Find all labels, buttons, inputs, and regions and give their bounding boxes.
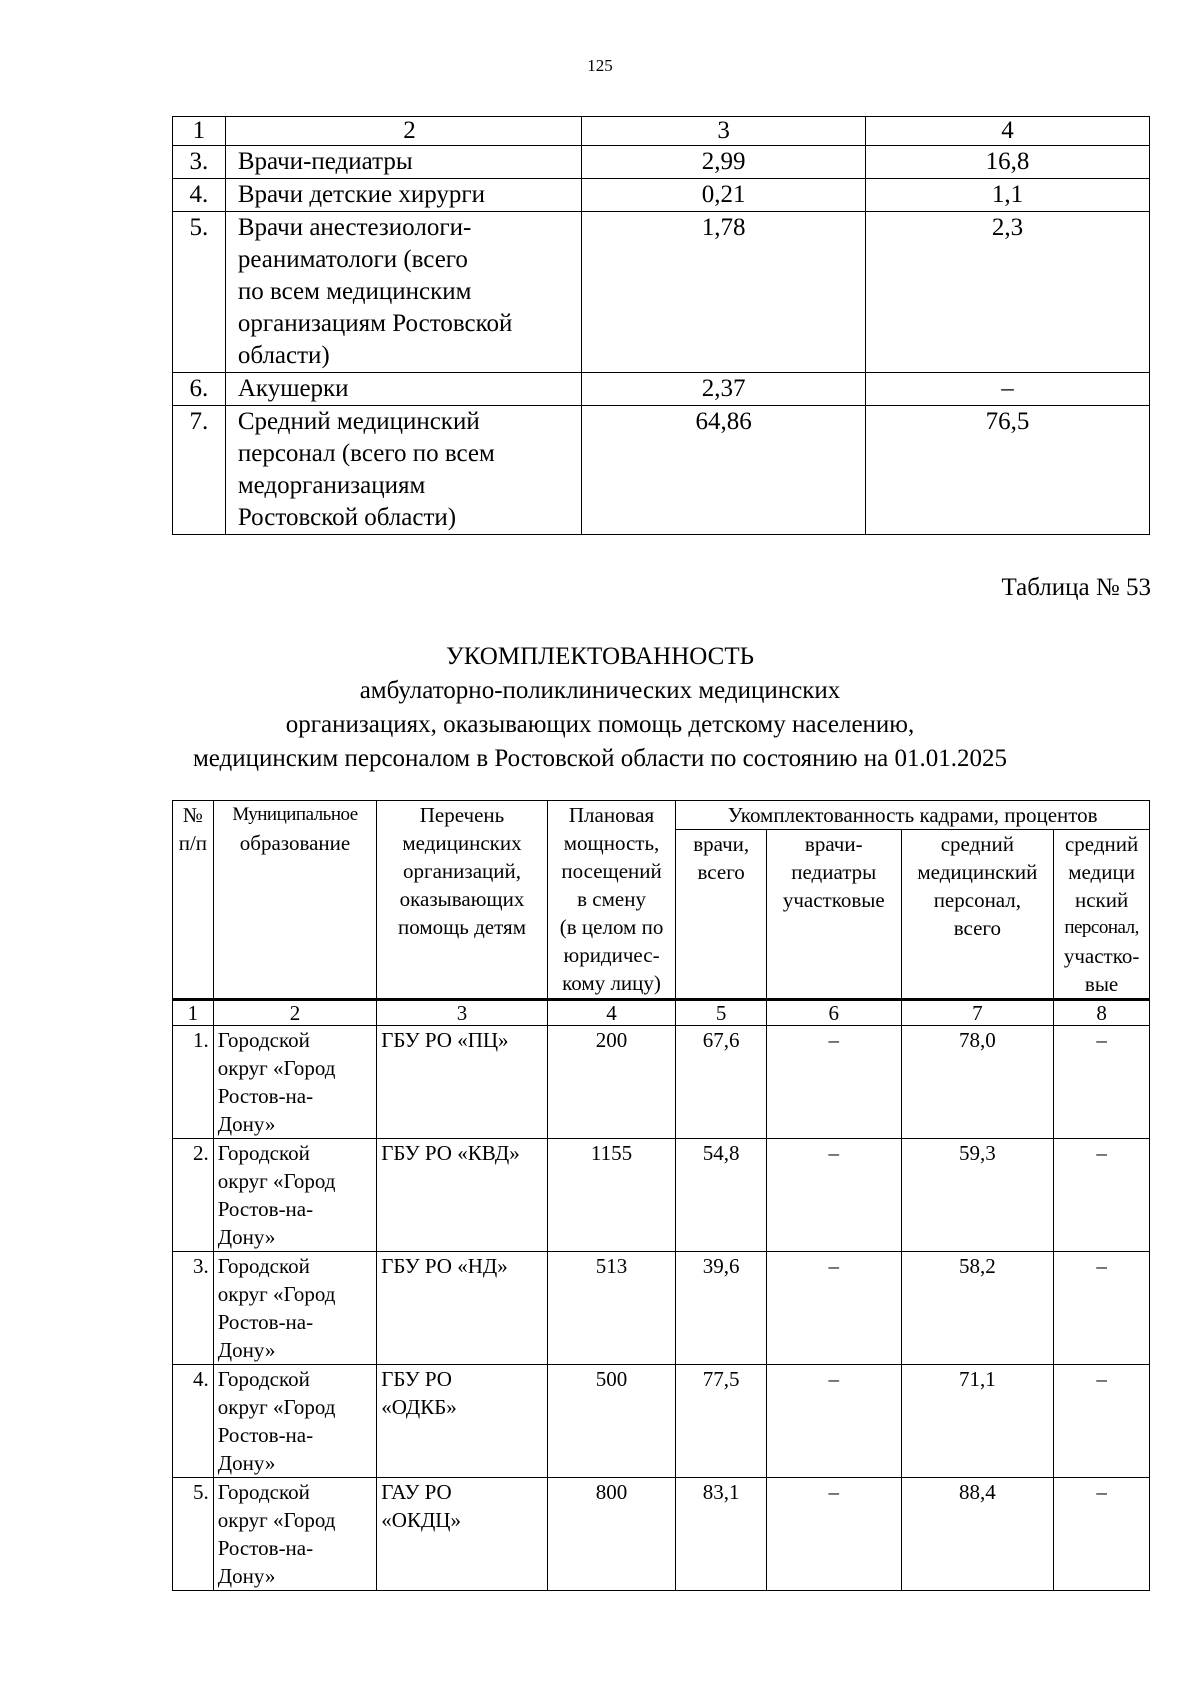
header-municipality bbox=[213, 801, 377, 1000]
header-text: медици bbox=[1068, 860, 1135, 884]
cell-line: персонал (всего по всем bbox=[237, 440, 495, 467]
cell-line: округ «Город bbox=[217, 1508, 336, 1532]
cell-line: Ростов-на- bbox=[217, 1310, 314, 1334]
cell-line: Дону» bbox=[217, 1338, 276, 1362]
header-text: № bbox=[182, 803, 203, 827]
organization bbox=[377, 1139, 547, 1252]
table-row bbox=[173, 1026, 1150, 1139]
value-col4: 1,1 bbox=[866, 179, 1150, 212]
cell-line: Городской bbox=[217, 1367, 310, 1391]
cell-line: Дону» bbox=[217, 1225, 276, 1249]
column-number: 8 bbox=[1054, 1000, 1150, 1026]
value-col3: 2,37 bbox=[582, 373, 866, 406]
cell-line: округ «Город bbox=[217, 1282, 336, 1306]
pediatricians-percent: – bbox=[766, 1365, 901, 1478]
pediatricians-percent: – bbox=[766, 1478, 901, 1591]
header-text: (в целом по bbox=[559, 915, 664, 939]
column-number: 4 bbox=[866, 117, 1150, 146]
cell-line: Средний медицинский bbox=[237, 408, 480, 435]
header-text: средний bbox=[940, 832, 1014, 856]
header-text: вые bbox=[1084, 972, 1119, 996]
doctors-percent: 77,5 bbox=[676, 1365, 767, 1478]
mid-staff-total-percent: 88,4 bbox=[901, 1478, 1054, 1591]
header-text: организаций, bbox=[403, 859, 521, 883]
cell-line: Городской bbox=[217, 1028, 310, 1052]
planned-capacity: 1155 bbox=[547, 1139, 676, 1252]
cell-line: Ростов-на- bbox=[217, 1197, 314, 1221]
cell-line: «ОДКБ» bbox=[381, 1395, 457, 1419]
organization bbox=[377, 1026, 547, 1139]
column-number: 3 bbox=[377, 1000, 547, 1026]
row-number: 4. bbox=[173, 179, 226, 212]
column-number: 7 bbox=[901, 1000, 1054, 1026]
header-text: помощь детям bbox=[398, 915, 526, 939]
doctors-percent: 83,1 bbox=[676, 1478, 767, 1591]
mid-staff-district-percent: – bbox=[1054, 1252, 1150, 1365]
row-number: 4. bbox=[173, 1365, 214, 1478]
pediatricians-percent: – bbox=[766, 1252, 901, 1365]
organization bbox=[377, 1252, 547, 1365]
header-text: участковые bbox=[782, 888, 885, 912]
table-caption: Таблица № 53 bbox=[1001, 574, 1151, 601]
header-text: персонал, bbox=[1064, 917, 1139, 938]
header-orgs bbox=[377, 801, 547, 1000]
value-col4: 16,8 bbox=[866, 146, 1150, 179]
table-title: УКОМПЛЕКТОВАННОСТЬ bbox=[446, 643, 754, 670]
doctors-percent: 67,6 bbox=[676, 1026, 767, 1139]
header-staffing-group: Укомплектованность кадрами, процентов bbox=[676, 801, 1150, 830]
mid-staff-district-percent: – bbox=[1054, 1026, 1150, 1139]
staffing-table-53 bbox=[172, 800, 1150, 1591]
header-text: кому лицу) bbox=[562, 971, 661, 995]
cell-line: медорганизациям bbox=[237, 472, 426, 499]
row-number: 5. bbox=[173, 1478, 214, 1591]
header-text: в смену bbox=[577, 887, 646, 911]
cell-line: округ «Город bbox=[217, 1056, 336, 1080]
municipality bbox=[213, 1139, 377, 1252]
staff-category bbox=[225, 179, 581, 212]
staff-category bbox=[225, 212, 581, 373]
planned-capacity: 513 bbox=[547, 1252, 676, 1365]
value-col4: – bbox=[866, 373, 1150, 406]
mid-staff-total-percent: 58,2 bbox=[901, 1252, 1054, 1365]
table-row bbox=[173, 146, 1150, 179]
value-col3: 0,21 bbox=[582, 179, 866, 212]
doctors-percent: 54,8 bbox=[676, 1139, 767, 1252]
header-text: всего bbox=[697, 860, 745, 884]
cell-line: «ОКДЦ» bbox=[381, 1508, 461, 1532]
cell-line: Городской bbox=[217, 1141, 310, 1165]
municipality bbox=[213, 1026, 377, 1139]
value-col3: 2,99 bbox=[582, 146, 866, 179]
cell-line: Ростовской области) bbox=[237, 504, 457, 531]
cell-line: Ростов-на- bbox=[217, 1084, 314, 1108]
header-text: нский bbox=[1074, 888, 1129, 912]
header-mid-total bbox=[901, 830, 1054, 1000]
doctors-percent: 39,6 bbox=[676, 1252, 767, 1365]
header-text: оказывающих bbox=[399, 887, 525, 911]
mid-staff-total-percent: 71,1 bbox=[901, 1365, 1054, 1478]
cell-line: реаниматологи (всего bbox=[237, 246, 468, 273]
table-header-row bbox=[173, 801, 1150, 830]
header-text: образование bbox=[239, 831, 351, 855]
header-text: медицинских bbox=[402, 831, 522, 855]
cell-line: ГАУ РО bbox=[381, 1480, 452, 1504]
municipality bbox=[213, 1365, 377, 1478]
table-subtitle-line-3: медицинским персоналом в Ростовской области по состоянию на 01.01.2025 bbox=[192, 745, 1008, 772]
cell-line: Дону» bbox=[217, 1451, 276, 1475]
cell-line: Акушерки bbox=[237, 375, 349, 402]
cell-line: Врачи анестезиологи- bbox=[237, 214, 472, 241]
planned-capacity: 200 bbox=[547, 1026, 676, 1139]
header-text: Плановая bbox=[568, 803, 655, 827]
table-row bbox=[173, 179, 1150, 212]
column-number: 5 bbox=[676, 1000, 767, 1026]
municipality bbox=[213, 1478, 377, 1591]
column-number: 2 bbox=[213, 1000, 377, 1026]
cell-line: области) bbox=[237, 342, 330, 369]
mid-staff-district-percent: – bbox=[1054, 1139, 1150, 1252]
mid-staff-total-percent: 59,3 bbox=[901, 1139, 1054, 1252]
header-mid-district bbox=[1054, 830, 1150, 1000]
header-text: средний bbox=[1064, 832, 1139, 856]
column-number: 4 bbox=[547, 1000, 676, 1026]
cell-line: Врачи детские хирурги bbox=[237, 181, 486, 208]
cell-line: организациям Ростовской bbox=[237, 310, 513, 337]
mid-staff-district-percent: – bbox=[1054, 1478, 1150, 1591]
header-text: врачи- bbox=[804, 832, 863, 856]
table-row bbox=[173, 1365, 1150, 1478]
row-number: 3. bbox=[173, 146, 226, 179]
value-col4: 76,5 bbox=[866, 406, 1150, 535]
header-doctors bbox=[676, 830, 767, 1000]
staff-category bbox=[225, 373, 581, 406]
table-row bbox=[173, 406, 1150, 535]
header-pediatricians bbox=[766, 830, 901, 1000]
value-col3: 1,78 bbox=[582, 212, 866, 373]
column-numbers-row bbox=[173, 1000, 1150, 1026]
cell-line: ГБУ РО «НД» bbox=[381, 1254, 508, 1278]
row-number: 7. bbox=[173, 406, 226, 535]
row-number: 1. bbox=[173, 1026, 214, 1139]
cell-line: Дону» bbox=[217, 1564, 276, 1588]
cell-line: Врачи-педиатры bbox=[237, 148, 413, 175]
table-row bbox=[173, 212, 1150, 373]
header-text: персонал, bbox=[933, 888, 1022, 912]
cell-line: по всем медицинским bbox=[237, 278, 472, 305]
column-number: 2 bbox=[225, 117, 581, 146]
header-text: посещений bbox=[561, 859, 662, 883]
value-col3: 64,86 bbox=[582, 406, 866, 535]
header-text: Муниципальное bbox=[232, 804, 358, 825]
cell-line: округ «Город bbox=[217, 1169, 336, 1193]
cell-line: Городской bbox=[217, 1254, 310, 1278]
header-text: мощность, bbox=[563, 831, 660, 855]
table-header-row bbox=[173, 117, 1150, 146]
table-subtitle-line-1: амбулаторно-поликлинических медицинских bbox=[359, 677, 841, 704]
cell-line: ГБУ РО bbox=[381, 1367, 452, 1391]
organization bbox=[377, 1478, 547, 1591]
page-number: 125 bbox=[587, 56, 613, 75]
header-text: Перечень bbox=[419, 803, 505, 827]
row-number: 5. bbox=[173, 212, 226, 373]
header-text: педиатры bbox=[791, 860, 877, 884]
planned-capacity: 800 bbox=[547, 1478, 676, 1591]
header-text: всего bbox=[953, 916, 1001, 940]
organization bbox=[377, 1365, 547, 1478]
staff-category bbox=[225, 146, 581, 179]
table-row bbox=[173, 1139, 1150, 1252]
cell-line: ГБУ РО «КВД» bbox=[381, 1141, 520, 1165]
column-number: 1 bbox=[173, 117, 226, 146]
header-text: юридичес- bbox=[563, 943, 660, 967]
cell-line: Дону» bbox=[217, 1112, 276, 1136]
cell-line: Городской bbox=[217, 1480, 310, 1504]
column-number: 3 bbox=[582, 117, 866, 146]
staff-category bbox=[225, 406, 581, 535]
value-col4: 2,3 bbox=[866, 212, 1150, 373]
row-number: 6. bbox=[173, 373, 226, 406]
header-text: п/п bbox=[178, 831, 208, 855]
header-text: участко- bbox=[1063, 944, 1140, 968]
planned-capacity: 500 bbox=[547, 1365, 676, 1478]
column-number: 6 bbox=[766, 1000, 901, 1026]
table-row bbox=[173, 373, 1150, 406]
table-row bbox=[173, 1252, 1150, 1365]
header-text: медицинский bbox=[917, 860, 1038, 884]
row-number: 3. bbox=[173, 1252, 214, 1365]
table-row bbox=[173, 1478, 1150, 1591]
cell-line: округ «Город bbox=[217, 1395, 336, 1419]
staffing-table-continuation bbox=[172, 116, 1150, 535]
pediatricians-percent: – bbox=[766, 1139, 901, 1252]
cell-line: Ростов-на- bbox=[217, 1423, 314, 1447]
row-number: 2. bbox=[173, 1139, 214, 1252]
cell-line: Ростов-на- bbox=[217, 1536, 314, 1560]
pediatricians-percent: – bbox=[766, 1026, 901, 1139]
municipality bbox=[213, 1252, 377, 1365]
mid-staff-total-percent: 78,0 bbox=[901, 1026, 1054, 1139]
header-num bbox=[173, 801, 214, 1000]
table-subtitle-line-2: организациях, оказывающих помощь детскому населению, bbox=[285, 711, 915, 738]
column-number: 1 bbox=[173, 1000, 214, 1026]
header-capacity bbox=[547, 801, 676, 1000]
mid-staff-district-percent: – bbox=[1054, 1365, 1150, 1478]
cell-line: ГБУ РО «ПЦ» bbox=[381, 1028, 509, 1052]
header-text: врачи, bbox=[693, 832, 750, 856]
